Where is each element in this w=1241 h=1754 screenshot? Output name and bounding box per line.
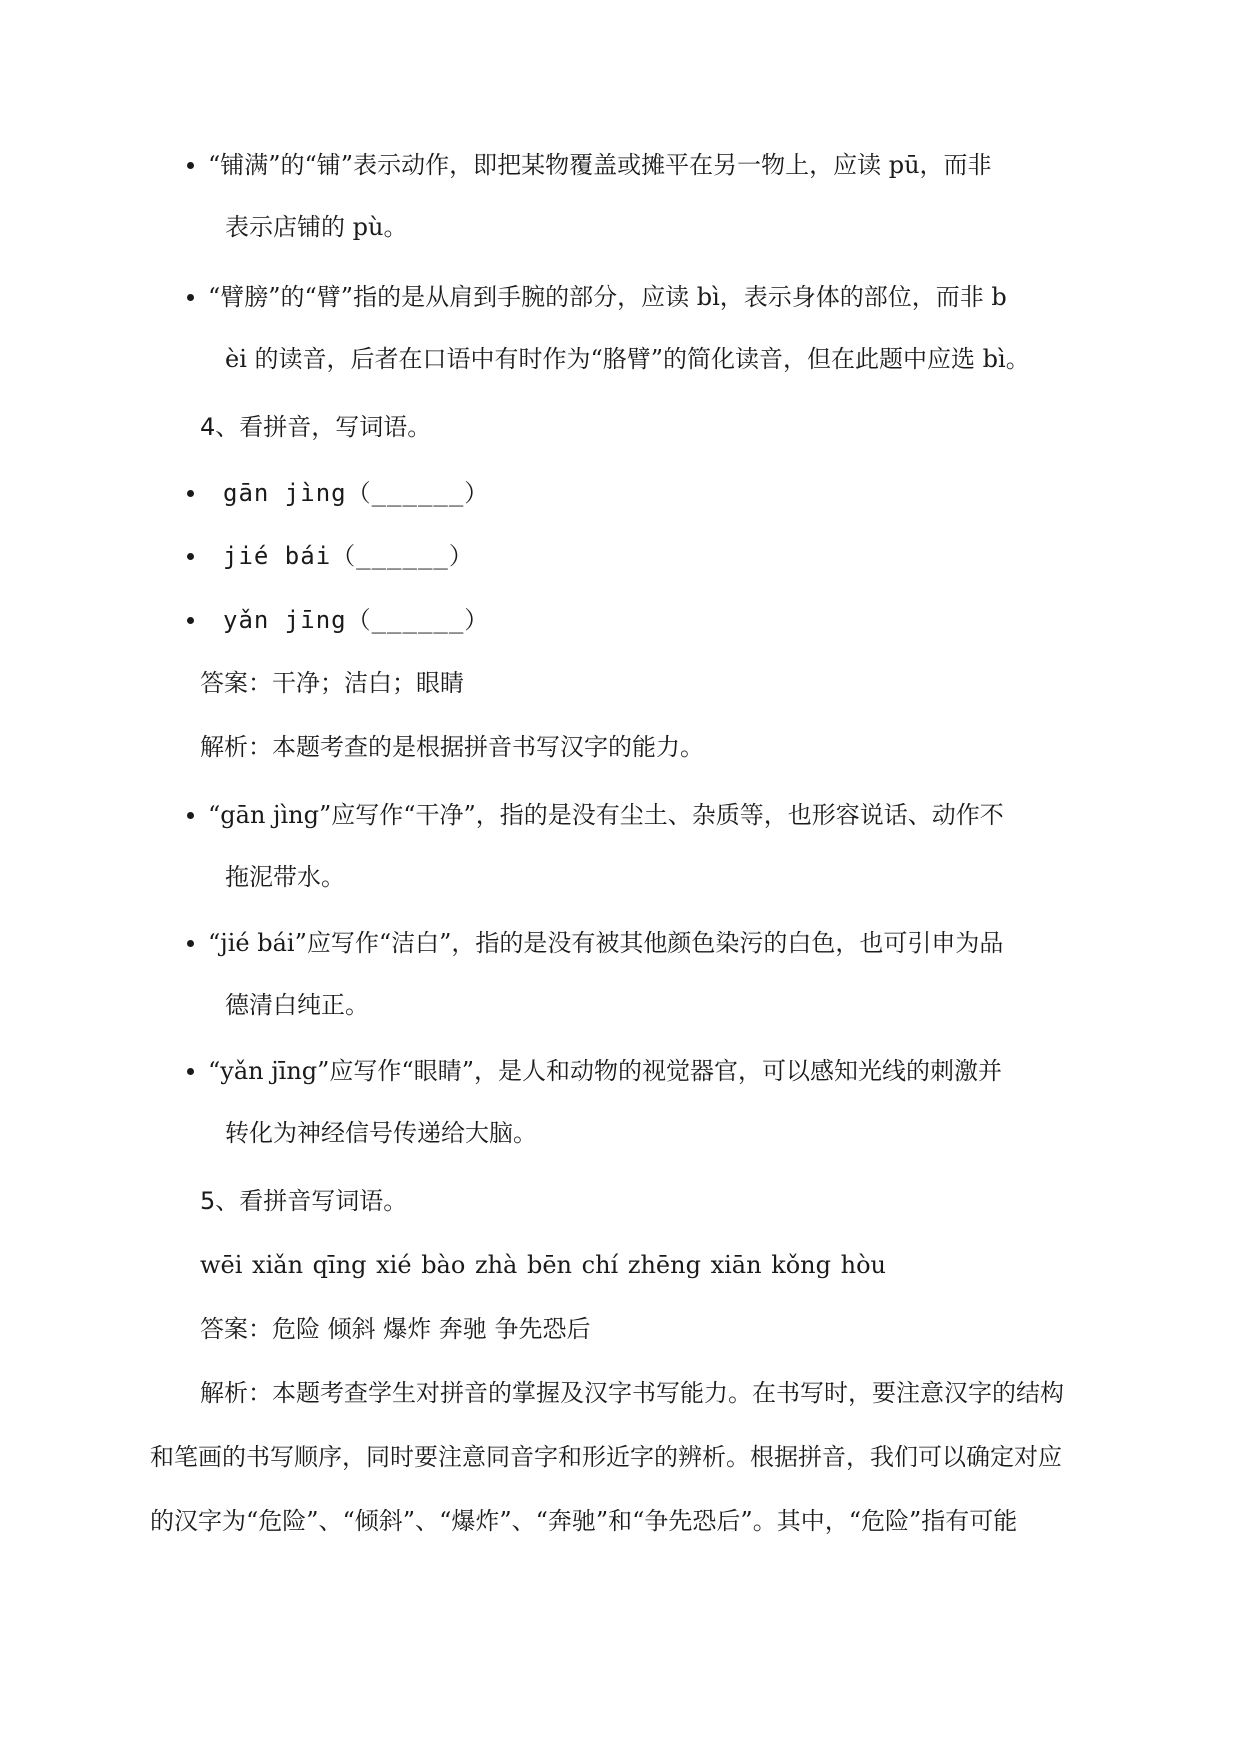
- bullet-marker: [187, 162, 194, 169]
- q4-analysis-ganjing-line1: “gān jìng”应写作“干净”，指的是没有尘土、杂质等，也形容说话、动作不: [208, 801, 1004, 829]
- analysis-item-pu-line1: “铺满”的“铺”表示动作，即把某物覆盖或摊平在另一物上，应读 pū，而非: [208, 151, 992, 179]
- q4-analysis-ganjing-line2: 拖泥带水。: [225, 863, 345, 891]
- question-4-title: 4、看拼音，写词语。: [200, 413, 432, 441]
- bullet-marker: [187, 812, 194, 819]
- q4-answer: 答案：干净；洁白；眼睛: [200, 669, 464, 697]
- question-5-title: 5、看拼音写词语。: [200, 1187, 408, 1215]
- q4-analysis-jiebai-line2: 德清白纯正。: [225, 991, 369, 1019]
- q4-analysis-intro: 解析：本题考查的是根据拼音书写汉字的能力。: [200, 733, 704, 761]
- bullet-marker: [187, 294, 194, 301]
- bullet-marker: [187, 1068, 194, 1075]
- q5-answer: 答案：危险 倾斜 爆炸 奔驰 争先恐后: [200, 1315, 591, 1343]
- q4-item-yanjing: yǎn jīng（______）: [223, 606, 490, 634]
- analysis-item-pu-line2: 表示店铺的 pù。: [225, 213, 408, 241]
- q5-analysis-line1: 解析：本题考查学生对拼音的掌握及汉字书写能力。在书写时，要注意汉字的结构: [200, 1379, 1064, 1407]
- q4-analysis-jiebai-line1: “jié bái”应写作“洁白”，指的是没有被其他颜色染污的白色，也可引申为品: [208, 929, 1004, 957]
- q4-item-jiebai: jié bái（______）: [223, 542, 474, 570]
- q5-analysis-line3: 的汉字为“危险”、“倾斜”、“爆炸”、“奔驰”和“争先恐后”。其中，“危险”指有可能: [150, 1507, 1018, 1535]
- analysis-item-bi-line2: èi 的读音，后者在口语中有时作为“胳臂”的简化读音，但在此题中应选 bì。: [225, 345, 1030, 373]
- bullet-marker: [187, 490, 194, 497]
- q4-item-ganjing: gān jìng（______）: [223, 479, 490, 507]
- analysis-item-bi-line1: “臂膀”的“臂”指的是从肩到手腕的部分，应读 bì，表示身体的部位，而非 b: [208, 283, 1007, 311]
- bullet-marker: [187, 940, 194, 947]
- bullet-marker: [187, 617, 194, 624]
- q4-analysis-yanjing-line2: 转化为神经信号传递给大脑。: [225, 1119, 537, 1147]
- q5-pinyin-line: wēi xiǎn qīng xié bào zhà bēn chí zhēng xiān kǒng hòu: [200, 1251, 886, 1279]
- q5-analysis-line2: 和笔画的书写顺序，同时要注意同音字和形近字的辨析。根据拼音，我们可以确定对应: [150, 1443, 1062, 1471]
- bullet-marker: [187, 553, 194, 560]
- q4-analysis-yanjing-line1: “yǎn jīng”应写作“眼睛”，是人和动物的视觉器官，可以感知光线的刺激并: [208, 1057, 1002, 1085]
